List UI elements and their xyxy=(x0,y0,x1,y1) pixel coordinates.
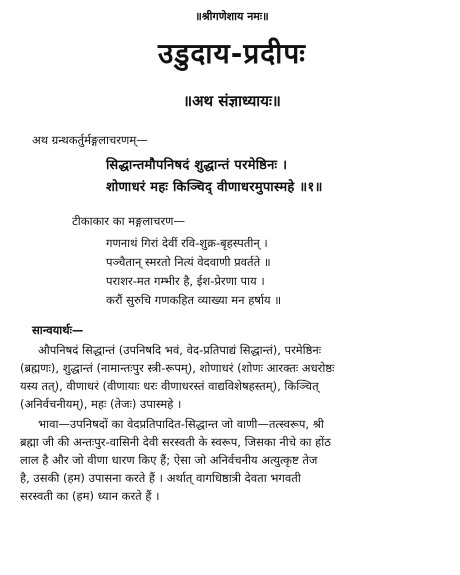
verse-line: करौं सुरुचि गणकहित व्याख्या मन हर्षाय ॥ xyxy=(106,293,282,307)
paragraph-line: (अनिर्वचनीयम्), महः (तेजः) उपास्महे । xyxy=(20,397,182,411)
verse-line: पराशर-मत गम्भीर है, ईश-प्रेरणा पाय । xyxy=(106,274,265,288)
paragraph-line: भावा—उपनिषदों का वेदप्रतिपादित-सिद्धान्त जो वाणी—तत्स्वरूप, श्री xyxy=(38,417,324,431)
book-title: उडुदाय-प्रदीपः xyxy=(158,37,306,70)
commentator-verse xyxy=(20,234,444,310)
paragraph-line: (ब्रह्मणः), शुद्धान्तं (नामान्तःपुर स्त्री-रूपम्), शोणाधरं (शोणः आरक्तः अधरोष्ठः xyxy=(20,361,335,375)
verse-line: पञ्चैतान् स्मरतो नित्यं वेदवाणी प्रवर्तते ॥ xyxy=(106,255,271,269)
invocation-line: ॥श्रीगणेशाय नमः॥ xyxy=(195,10,269,23)
verse-line: सिद्धान्तमौपनिषदं शुद्धान्तं परमेष्ठिनः । xyxy=(106,158,288,173)
paragraph-line: यस्य तत्), वीणाधरं (वीणायाः धरः वीणाधरस्तं वाद्यविशेषहस्तम्), किञ्चित् xyxy=(20,379,319,393)
anvaya-paragraph xyxy=(20,341,444,413)
paragraph-line: है, उसकी (हम) उपासना करते हैं । अर्थात् वागधिष्ठात्री देवता भगवती xyxy=(20,471,301,485)
paragraph-line: लाल है और जो वीणा धारण किए हैं; ऐसा जो अनिर्वचनीय अत्युत्कृष्ट तेज xyxy=(20,453,318,467)
paragraph-line: औपनिषदं सिद्धान्तं (उपनिषदि भवं, वेद-प्रतिपाद्यं सिद्धान्तं), परमेष्ठिनः xyxy=(38,343,322,357)
verse-line: गणनाथं गिरां देवीं रवि-शुक्र-बृहस्पतीन् । xyxy=(106,236,268,250)
chapter-heading: ॥अथ संज्ञाध्यायः॥ xyxy=(183,92,281,110)
paragraph-line: सरस्वती का (हम) ध्यान करते हैं । xyxy=(20,489,160,503)
commentator-invocation-label: टीकाकार का मङ्गलाचरण— xyxy=(72,214,185,228)
sanskrit-verse xyxy=(20,155,444,199)
paragraph-line: ब्रह्मा जी की अन्तःपुर-वासिनी देवी सरस्वती के स्वरूप, जिसका नीचे का होंठ xyxy=(20,435,331,449)
verse-line: शोणाधरं महः किञ्चिद् वीणाधरमुपास्महे ॥१॥ xyxy=(106,180,323,195)
author-invocation-label: अथ ग्रन्थकर्तुर्मङ्गलाचरणम्— xyxy=(32,133,148,147)
bhava-paragraph xyxy=(20,415,444,505)
anvaya-heading: सान्वयार्थः— xyxy=(32,323,84,337)
